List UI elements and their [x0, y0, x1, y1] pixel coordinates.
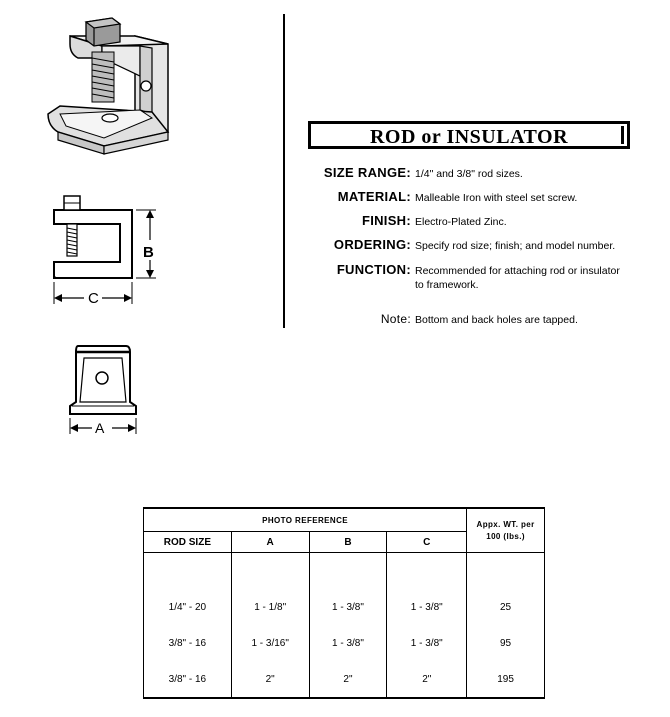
- table-cell: 1 - 3/8": [387, 625, 467, 661]
- dimension-c-label: C: [88, 290, 99, 307]
- function-label: FUNCTION:: [336, 262, 411, 277]
- table-cell: 1 - 3/16": [231, 625, 309, 661]
- title-box: [308, 121, 630, 149]
- size-range-label: SIZE RANGE:: [323, 165, 411, 180]
- table-row: [144, 625, 545, 661]
- size-range-value: 1/4" and 3/8" rod sizes.: [415, 168, 523, 180]
- finish-label: FINISH:: [361, 213, 411, 228]
- table-cell: 3/8" - 16: [144, 625, 232, 661]
- weight-header-line2: 100 (lbs.): [486, 531, 525, 541]
- table-cell: 1 - 1/8": [231, 553, 309, 626]
- vertical-divider: [283, 14, 285, 328]
- weight-header: [467, 508, 545, 553]
- table-cell: 2": [387, 661, 467, 698]
- column-header-a: A: [231, 532, 309, 553]
- table-cell: 195: [467, 661, 545, 698]
- table-cell: 2": [309, 661, 387, 698]
- note-label: Note:: [380, 312, 411, 326]
- clamp-isometric-drawing: [40, 14, 180, 159]
- material-value: Malleable Iron with steel set screw.: [415, 192, 578, 204]
- column-header-c: C: [387, 532, 467, 553]
- photo-reference-header: PHOTO REFERENCE: [144, 508, 467, 532]
- function-value-line1: Recommended for attaching rod or insulator: [415, 265, 620, 277]
- material-label: MATERIAL:: [337, 189, 411, 204]
- table-cell: 25: [467, 553, 545, 626]
- table-row: [144, 553, 545, 626]
- table-cell: 1 - 3/8": [309, 553, 387, 626]
- dimension-table: [143, 507, 545, 699]
- column-header-rod-size: ROD SIZE: [144, 532, 232, 553]
- table-cell: 1 - 3/8": [309, 625, 387, 661]
- ordering-value: Specify rod size; finish; and model number.: [415, 240, 616, 252]
- table-cell: 3/8" - 16: [144, 661, 232, 698]
- function-value-line2: to framework.: [415, 279, 479, 291]
- table-cell: 2": [231, 661, 309, 698]
- column-header-b: B: [309, 532, 387, 553]
- table-row: [144, 661, 545, 698]
- ordering-label: ORDERING:: [333, 237, 411, 252]
- table-cell: 95: [467, 625, 545, 661]
- dimension-a-label: A: [95, 420, 105, 436]
- weight-header-line1: Appx. WT. per: [476, 519, 535, 529]
- product-title: ROD or INSULATOR: [369, 126, 569, 148]
- table-cell: 1 - 3/8": [387, 553, 467, 626]
- note-value: Bottom and back holes are tapped.: [415, 314, 578, 326]
- finish-value: Electro-Plated Zinc.: [415, 216, 507, 228]
- table-cell: 1/4" - 20: [144, 553, 232, 626]
- dimension-b-label: B: [143, 244, 154, 261]
